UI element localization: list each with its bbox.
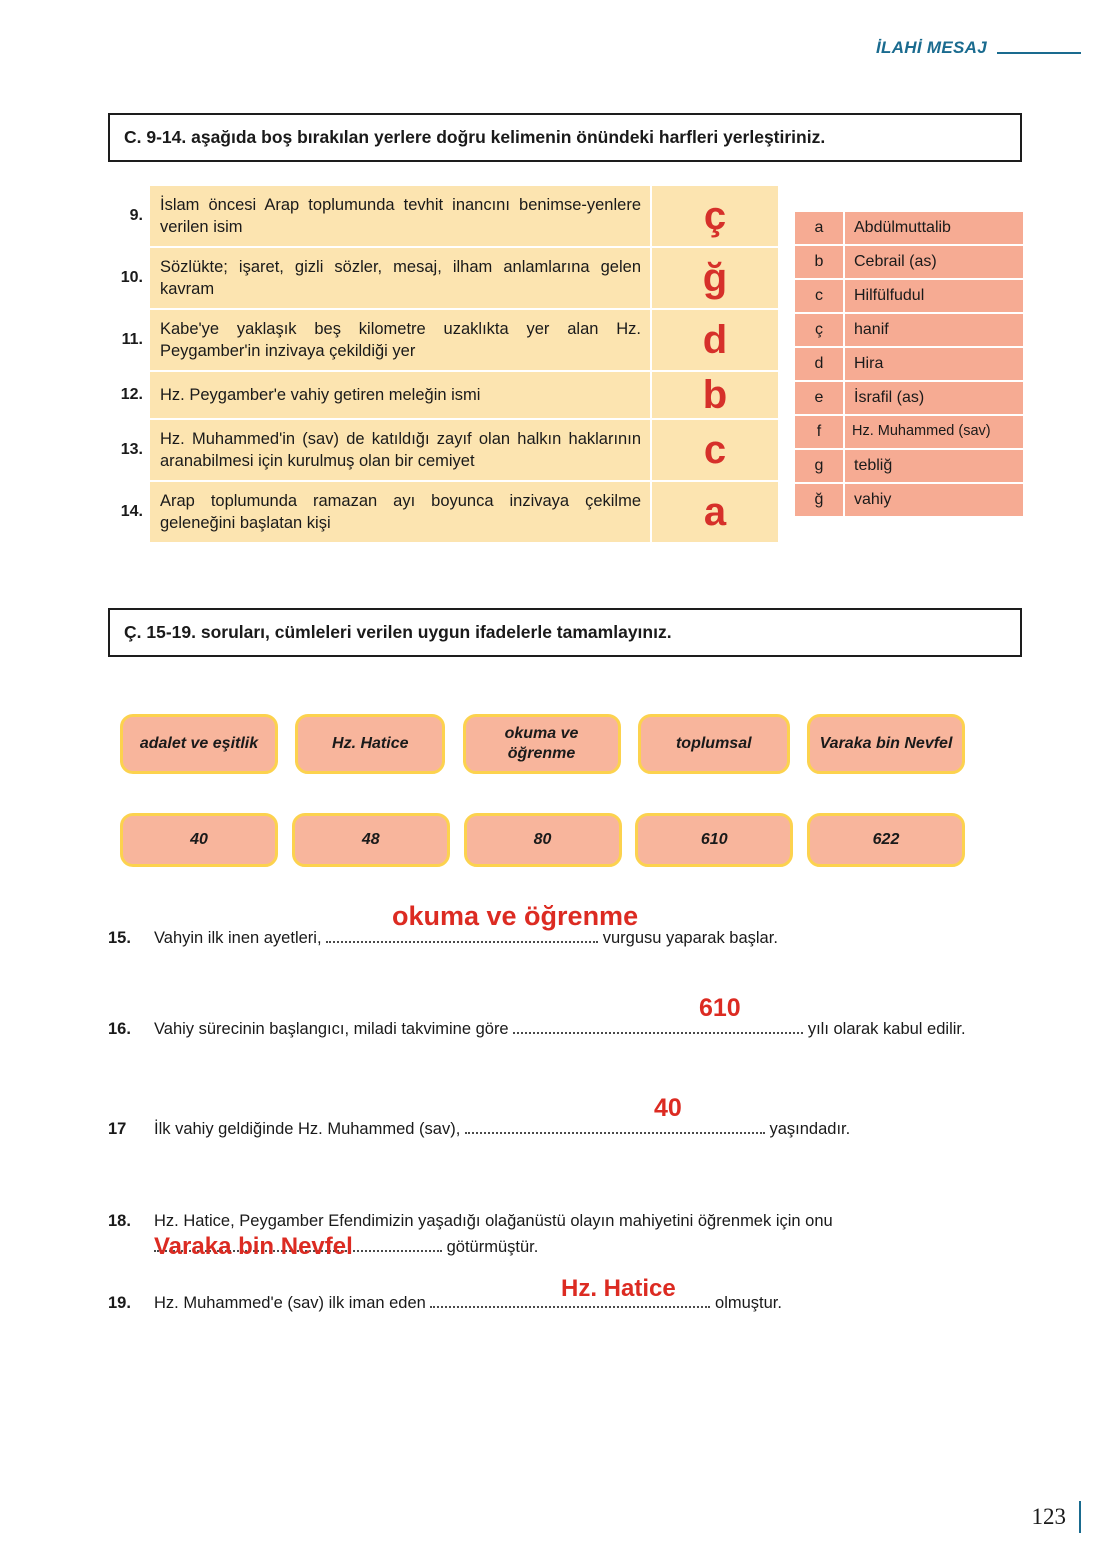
question-body [154,1275,1013,1316]
question-text-after: vurgusu yaparak başlar. [602,929,778,947]
key-value: Hilfülfudul [845,280,1023,312]
table-row [108,482,778,542]
key-letter: a [795,212,845,244]
word-bank-pill[interactable]: adalet ve eşitlik [120,714,278,774]
instruction-box-c-cedilla [108,608,1022,657]
filled-answer: 610 [699,994,741,1022]
row-number: 12. [108,372,150,418]
page-header [876,38,1081,58]
question-15 [108,901,1013,951]
row-question [150,310,652,370]
question-text-before: Vahyin ilk inen ayetleri, [154,929,322,947]
question-text-before: İlk vahiy geldiğinde Hz. Muhammed (sav), [154,1120,461,1138]
row-answer[interactable]: ğ [652,248,778,308]
question-text-after: yılı olarak [807,1020,879,1038]
instruction-box-c [108,113,1022,162]
key-row [795,314,1023,348]
answer-blank[interactable] [154,1236,442,1252]
row-number: 14. [108,482,150,542]
filled-answer: Hz. Hatice [561,1275,676,1302]
row-question-text: İslam öncesi Arap toplumunda tevhit inancını benimse-yenlere verilen isim [160,195,641,236]
row-answer[interactable]: a [652,482,778,542]
page-footer [1032,1501,1082,1533]
row-question-text: Hz. Peygamber'e vahiy getiren meleğin ismi [160,385,481,404]
matching-table [108,186,778,542]
question-body [154,1210,1013,1260]
header-title: İLAHİ MESAJ [876,38,987,57]
key-value: tebliğ [845,450,1023,482]
header-rule [997,52,1081,54]
row-number: 13. [108,420,150,480]
word-bank-words [120,714,965,774]
page-number: 123 [1031,1504,1066,1529]
key-letter: ğ [795,484,845,516]
question-body [154,901,1013,951]
question-17 [108,1094,1013,1142]
key-value: İsrafil (as) [845,382,1023,414]
row-answer[interactable]: d [652,310,778,370]
question-body [154,1094,1013,1142]
row-number: 10. [108,248,150,308]
number-bank-pill[interactable]: 80 [464,813,622,867]
answer-blank[interactable] [465,1118,765,1134]
key-row [795,348,1023,382]
key-value: hanif [845,314,1023,346]
row-question-text: Arap toplumunda ramazan ayı boyunca inzivaya çekilme geleneğini başlatan kişi [160,491,641,532]
question-body [154,994,1013,1042]
number-bank-pill[interactable]: 622 [807,813,965,867]
table-row [108,186,778,248]
question-text-before: Hz. Hatice, Peygamber Efendimizin yaşadığı olağanüstü olayın mahiyetini öğrenmek için onu [154,1212,833,1230]
answer-blank[interactable] [513,1018,803,1034]
question-number: 18. [108,1212,131,1230]
row-question [150,186,652,246]
question-text-before: Hz. Muhammed'e (sav) ilk iman eden [154,1294,426,1312]
question-text-after: olmuştur. [715,1294,782,1312]
key-letter: c [795,280,845,312]
word-bank-pill[interactable]: okuma ve öğrenme [463,714,621,774]
key-row [795,246,1023,280]
row-question [150,420,652,480]
row-answer[interactable]: ç [652,186,778,246]
key-row [795,212,1023,246]
question-number: 19. [108,1294,131,1312]
filled-answer: 40 [654,1094,682,1122]
row-number: 11. [108,310,150,370]
row-answer[interactable]: b [652,372,778,418]
row-question [150,248,652,308]
instruction-text-c-cedilla: Ç. 15-19. soruları, cümleleri verilen uygun ifadelerle tamamlayınız. [124,622,672,643]
question-text-after2: kabul edilir. [883,1020,966,1038]
question-16 [108,994,1013,1042]
key-letter: ç [795,314,845,346]
question-number: 17 [108,1120,127,1138]
question-text-before: Vahiy sürecinin başlangıcı, miladi takvimine göre [154,1020,509,1038]
row-number: 9. [108,186,150,246]
key-value: Abdülmuttalib [845,212,1023,244]
key-letter: e [795,382,845,414]
table-row [108,372,778,420]
key-value: Cebrail (as) [845,246,1023,278]
question-text-after: götürmüştür. [446,1237,539,1256]
key-value: Hira [845,348,1023,380]
key-row [795,484,1023,516]
key-row [795,280,1023,314]
key-row [795,450,1023,484]
instruction-text-c: C. 9-14. aşağıda boş bırakılan yerlere doğru kelimenin önündeki harfleri yerleştiriniz. [124,127,826,148]
key-value: vahiy [845,484,1023,516]
question-number: 16. [108,1020,131,1038]
key-letter: g [795,450,845,482]
question-18 [108,1210,1013,1260]
footer-rule [1079,1501,1081,1533]
number-bank-pill[interactable]: 40 [120,813,278,867]
row-answer[interactable]: c [652,420,778,480]
key-letter: d [795,348,845,380]
filled-answer: okuma ve öğrenme [392,901,639,931]
question-19 [108,1275,1013,1316]
number-bank-pill[interactable]: 610 [635,813,793,867]
key-row [795,382,1023,416]
table-row [108,248,778,310]
row-question [150,482,652,542]
key-row [795,416,1023,450]
row-question-text: Sözlükte; işaret, gizli sözler, mesaj, ilham anlamlarına gelen kavram [160,257,641,298]
row-question [150,372,652,418]
answer-blank[interactable] [430,1292,710,1308]
word-bank-numbers [120,813,965,867]
key-letter: b [795,246,845,278]
word-bank-pill[interactable]: Varaka bin Nevfel [807,714,965,774]
table-row [108,310,778,372]
row-question-text: Hz. Muhammed'in (sav) de katıldığı zayıf olan halkın haklarının aranabilmesi için kurulmuş olan bir cemiyet [160,429,641,470]
answer-key-table [795,212,1023,516]
table-row [108,420,778,482]
word-bank-pill[interactable]: Hz. Hatice [295,714,445,774]
question-text-after: yaşındadır. [769,1120,851,1138]
key-value: Hz. Muhammed (sav) [845,416,1023,448]
number-bank-pill[interactable]: 48 [292,813,450,867]
answer-blank[interactable] [326,927,598,943]
row-question-text: Kabe'ye yaklaşık beş kilometre uzaklıkta yer alan Hz. Peygamber'in inzivaya çekildiği yer [160,319,641,360]
question-number: 15. [108,929,131,947]
question-second-line [154,1236,1013,1260]
filled-answer: Varaka bin Nevfel [154,1233,353,1260]
key-letter: f [795,416,845,448]
word-bank-pill[interactable]: toplumsal [638,714,790,774]
